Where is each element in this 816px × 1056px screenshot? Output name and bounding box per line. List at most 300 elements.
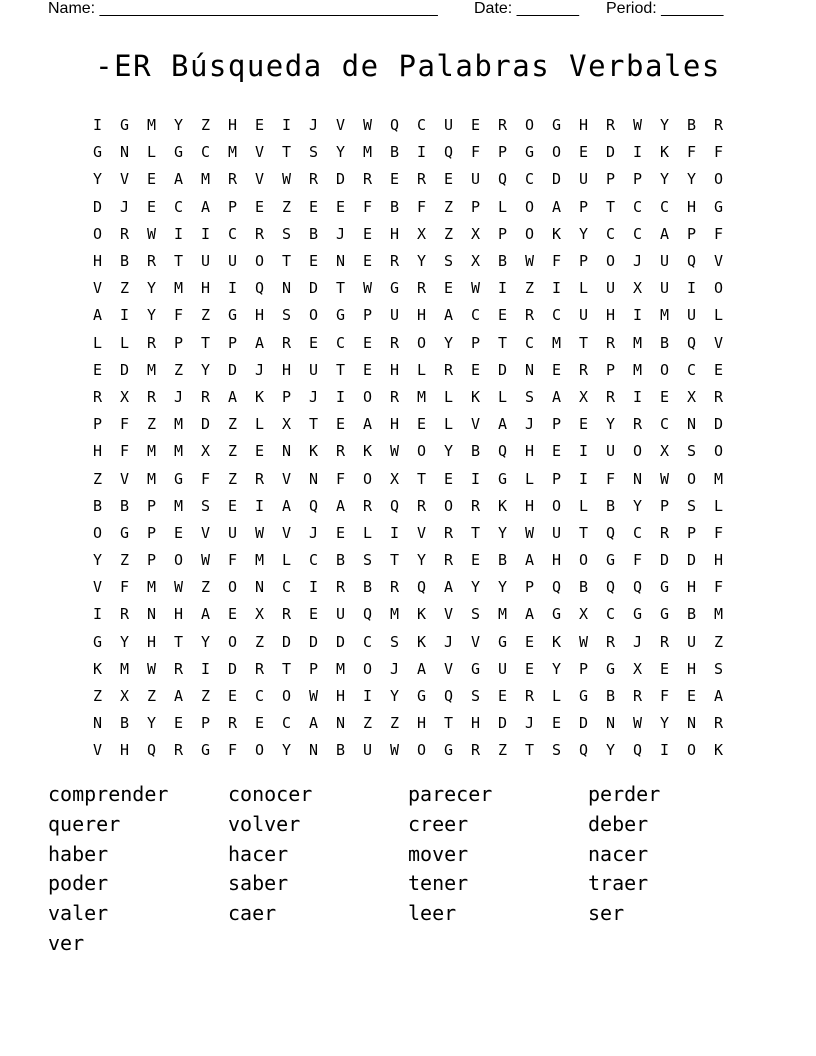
grid-letter: V	[470, 415, 481, 434]
grid-letter: Y	[632, 496, 643, 515]
grid-letter: H	[713, 551, 724, 570]
grid-letter: D	[713, 415, 724, 434]
grid-letter: K	[362, 442, 373, 461]
grid-letter: N	[335, 714, 346, 733]
grid-letter: C	[254, 687, 265, 706]
grid-letter: C	[551, 306, 562, 325]
grid-letter: K	[551, 632, 562, 651]
grid-letter: X	[119, 687, 130, 706]
date-field: Date: _______	[474, 0, 579, 17]
grid-letter: I	[281, 116, 292, 135]
grid-letter: Y	[686, 170, 697, 189]
grid-letter: H	[389, 415, 400, 434]
grid-letter: A	[443, 306, 454, 325]
grid-letter: V	[92, 578, 103, 597]
grid-letter: P	[146, 551, 157, 570]
grid-letter: Y	[200, 360, 211, 379]
grid-letter: P	[227, 197, 238, 216]
grid-letter: C	[200, 143, 211, 162]
grid-letter: V	[92, 279, 103, 298]
grid-letter: T	[281, 252, 292, 271]
grid-letter: U	[578, 170, 589, 189]
grid-letter: W	[146, 659, 157, 678]
grid-letter: C	[605, 605, 616, 624]
grid-letter: B	[362, 578, 373, 597]
grid-letter: B	[578, 578, 589, 597]
grid-letter: Y	[146, 279, 157, 298]
grid-letter: K	[551, 224, 562, 243]
grid-letter: R	[632, 415, 643, 434]
grid-letter: U	[227, 252, 238, 271]
grid-letter: I	[308, 578, 319, 597]
grid-letter: I	[416, 143, 427, 162]
grid-letter: O	[713, 442, 724, 461]
grid-letter: C	[173, 197, 184, 216]
grid-letter: N	[686, 415, 697, 434]
grid-letter: M	[119, 659, 130, 678]
grid-letter: Q	[254, 279, 265, 298]
grid-letter: M	[713, 469, 724, 488]
grid-letter: Y	[335, 143, 346, 162]
grid-letter: G	[605, 659, 616, 678]
grid-letter: J	[524, 714, 535, 733]
grid-letter: H	[578, 116, 589, 135]
grid-letter: G	[92, 143, 103, 162]
grid-letter: A	[659, 224, 670, 243]
grid-letter: L	[578, 279, 589, 298]
grid-letter: R	[389, 578, 400, 597]
grid-letter: H	[92, 442, 103, 461]
grid-letter: H	[173, 605, 184, 624]
grid-letter: X	[470, 224, 481, 243]
grid-letter: R	[416, 279, 427, 298]
grid-letter: H	[686, 197, 697, 216]
grid-letter: D	[686, 551, 697, 570]
grid-letter: T	[578, 333, 589, 352]
grid-letter: R	[632, 687, 643, 706]
grid-letter: O	[713, 279, 724, 298]
grid-letter: O	[524, 116, 535, 135]
grid-letter: R	[443, 360, 454, 379]
grid-letter: R	[146, 387, 157, 406]
word-bank-item: valer	[48, 901, 109, 926]
grid-letter: R	[254, 469, 265, 488]
grid-letter: S	[686, 496, 697, 515]
grid-letter: G	[200, 741, 211, 760]
grid-letter: M	[146, 578, 157, 597]
grid-letter: E	[227, 605, 238, 624]
grid-letter: R	[308, 170, 319, 189]
grid-letter: R	[713, 387, 724, 406]
grid-letter: C	[470, 306, 481, 325]
grid-letter: V	[713, 333, 724, 352]
word-bank-item: traer	[588, 871, 649, 896]
grid-letter: V	[416, 523, 427, 542]
grid-letter: N	[119, 143, 130, 162]
grid-letter: E	[362, 333, 373, 352]
grid-letter: T	[389, 551, 400, 570]
grid-letter: B	[497, 551, 508, 570]
grid-letter: J	[389, 659, 400, 678]
grid-letter: V	[281, 523, 292, 542]
grid-letter: O	[578, 551, 589, 570]
grid-letter: C	[632, 523, 643, 542]
grid-letter: V	[470, 632, 481, 651]
grid-letter: E	[335, 197, 346, 216]
grid-letter: M	[200, 170, 211, 189]
grid-letter: Z	[713, 632, 724, 651]
grid-letter: S	[443, 252, 454, 271]
grid-letter: F	[713, 523, 724, 542]
grid-letter: K	[713, 741, 724, 760]
grid-letter: B	[389, 197, 400, 216]
grid-letter: E	[686, 687, 697, 706]
grid-letter: T	[578, 523, 589, 542]
grid-letter: U	[686, 632, 697, 651]
grid-letter: M	[632, 360, 643, 379]
grid-letter: B	[659, 333, 670, 352]
grid-letter: R	[605, 632, 616, 651]
grid-letter: P	[632, 170, 643, 189]
grid-letter: A	[551, 387, 562, 406]
grid-letter: O	[551, 143, 562, 162]
grid-letter: Y	[605, 415, 616, 434]
grid-letter: A	[254, 333, 265, 352]
grid-letter: E	[551, 360, 562, 379]
grid-letter: E	[362, 252, 373, 271]
word-bank-item: hacer	[228, 841, 289, 866]
grid-letter: R	[227, 170, 238, 189]
grid-letter: R	[92, 387, 103, 406]
grid-letter: B	[605, 687, 616, 706]
grid-letter: Q	[686, 252, 697, 271]
grid-letter: W	[389, 442, 400, 461]
grid-letter: K	[416, 632, 427, 651]
grid-letter: F	[416, 197, 427, 216]
grid-letter: M	[335, 659, 346, 678]
grid-letter: W	[524, 252, 535, 271]
grid-letter: A	[281, 496, 292, 515]
grid-letter: D	[200, 415, 211, 434]
grid-letter: P	[659, 496, 670, 515]
grid-letter: A	[173, 687, 184, 706]
grid-letter: U	[308, 360, 319, 379]
grid-letter: C	[605, 224, 616, 243]
grid-letter: E	[470, 116, 481, 135]
grid-letter: J	[632, 632, 643, 651]
grid-letter: D	[308, 632, 319, 651]
grid-letter: Y	[92, 170, 103, 189]
grid-letter: L	[497, 197, 508, 216]
grid-letter: A	[416, 659, 427, 678]
grid-letter: E	[254, 116, 265, 135]
grid-letter: G	[173, 469, 184, 488]
grid-letter: E	[470, 551, 481, 570]
grid-letter: H	[200, 279, 211, 298]
grid-letter: P	[470, 333, 481, 352]
grid-letter: Z	[497, 741, 508, 760]
word-bank-item: volver	[228, 811, 301, 836]
grid-letter: G	[659, 578, 670, 597]
grid-letter: G	[551, 116, 562, 135]
grid-letter: U	[659, 252, 670, 271]
grid-letter: D	[578, 714, 589, 733]
grid-letter: H	[524, 442, 535, 461]
grid-letter: A	[362, 415, 373, 434]
grid-letter: R	[254, 659, 265, 678]
word-bank-item: nacer	[588, 841, 649, 866]
grid-letter: R	[470, 741, 481, 760]
grid-letter: M	[416, 387, 427, 406]
grid-letter: J	[524, 415, 535, 434]
grid-letter: F	[119, 578, 130, 597]
grid-letter: L	[416, 360, 427, 379]
grid-letter: G	[578, 687, 589, 706]
grid-letter: S	[551, 741, 562, 760]
grid-letter: J	[173, 387, 184, 406]
grid-letter: C	[416, 116, 427, 135]
grid-letter: R	[281, 333, 292, 352]
grid-letter: L	[443, 415, 454, 434]
grid-letter: M	[389, 605, 400, 624]
grid-letter: K	[497, 496, 508, 515]
grid-letter: F	[713, 143, 724, 162]
grid-letter: Z	[254, 632, 265, 651]
grid-letter: P	[308, 659, 319, 678]
grid-letter: L	[92, 333, 103, 352]
grid-letter: A	[200, 605, 211, 624]
grid-letter: O	[524, 197, 535, 216]
grid-letter: S	[281, 224, 292, 243]
grid-letter: T	[281, 143, 292, 162]
grid-letter: T	[335, 279, 346, 298]
grid-letter: R	[119, 224, 130, 243]
grid-letter: Z	[200, 687, 211, 706]
grid-letter: M	[254, 551, 265, 570]
grid-letter: E	[254, 714, 265, 733]
grid-letter: E	[308, 333, 319, 352]
grid-letter: P	[551, 415, 562, 434]
grid-letter: C	[686, 360, 697, 379]
grid-letter: D	[335, 170, 346, 189]
grid-letter: F	[632, 551, 643, 570]
grid-letter: O	[443, 496, 454, 515]
grid-letter: D	[119, 360, 130, 379]
word-bank-item: conocer	[228, 782, 313, 806]
grid-letter: R	[119, 605, 130, 624]
grid-letter: N	[335, 252, 346, 271]
grid-letter: E	[362, 224, 373, 243]
grid-letter: K	[308, 442, 319, 461]
grid-letter: L	[443, 387, 454, 406]
grid-letter: M	[173, 279, 184, 298]
grid-letter: B	[119, 496, 130, 515]
grid-letter: L	[578, 496, 589, 515]
grid-letter: M	[227, 143, 238, 162]
grid-letter: P	[92, 415, 103, 434]
grid-letter: W	[281, 170, 292, 189]
grid-letter: O	[308, 306, 319, 325]
grid-letter: I	[173, 224, 184, 243]
period-field: Period: _______	[606, 0, 724, 17]
grid-letter: J	[308, 523, 319, 542]
grid-letter: X	[281, 415, 292, 434]
grid-letter: I	[470, 469, 481, 488]
grid-letter: N	[308, 469, 319, 488]
grid-letter: E	[551, 714, 562, 733]
grid-letter: F	[227, 551, 238, 570]
grid-letter: R	[227, 714, 238, 733]
grid-letter: R	[605, 387, 616, 406]
grid-letter: E	[335, 415, 346, 434]
grid-letter: J	[308, 116, 319, 135]
grid-letter: Q	[686, 333, 697, 352]
grid-letter: Q	[632, 741, 643, 760]
grid-letter: Z	[227, 469, 238, 488]
grid-letter: W	[524, 523, 535, 542]
grid-letter: Z	[119, 551, 130, 570]
grid-letter: B	[335, 741, 346, 760]
grid-letter: T	[524, 741, 535, 760]
grid-letter: E	[416, 415, 427, 434]
grid-letter: H	[551, 551, 562, 570]
grid-letter: U	[362, 741, 373, 760]
grid-letter: U	[551, 523, 562, 542]
grid-letter: U	[227, 523, 238, 542]
word-bank-item: deber	[588, 811, 649, 836]
grid-letter: Z	[389, 714, 400, 733]
grid-letter: R	[335, 442, 346, 461]
grid-letter: S	[470, 605, 481, 624]
word-bank-item: ver	[48, 930, 85, 955]
grid-letter: E	[443, 469, 454, 488]
grid-letter: X	[470, 252, 481, 271]
grid-letter: Y	[470, 578, 481, 597]
grid-letter: U	[470, 170, 481, 189]
grid-letter: X	[200, 442, 211, 461]
grid-letter: I	[119, 306, 130, 325]
grid-letter: P	[605, 360, 616, 379]
grid-letter: V	[281, 469, 292, 488]
grid-letter: O	[92, 523, 103, 542]
grid-letter: C	[632, 224, 643, 243]
grid-letter: K	[254, 387, 265, 406]
grid-letter: V	[713, 252, 724, 271]
grid-letter: T	[281, 659, 292, 678]
grid-letter: R	[389, 387, 400, 406]
grid-letter: I	[227, 279, 238, 298]
grid-letter: S	[524, 387, 535, 406]
grid-letter: K	[416, 605, 427, 624]
grid-letter: Y	[497, 578, 508, 597]
grid-letter: G	[416, 687, 427, 706]
grid-letter: Z	[173, 360, 184, 379]
grid-letter: A	[551, 197, 562, 216]
grid-letter: S	[200, 496, 211, 515]
grid-letter: P	[551, 469, 562, 488]
grid-letter: Z	[200, 578, 211, 597]
grid-letter: N	[605, 714, 616, 733]
grid-letter: F	[713, 224, 724, 243]
grid-letter: W	[200, 551, 211, 570]
grid-letter: H	[605, 306, 616, 325]
grid-letter: W	[254, 523, 265, 542]
grid-letter: Y	[146, 714, 157, 733]
word-bank-item: poder	[48, 871, 109, 896]
grid-letter: H	[416, 714, 427, 733]
grid-letter: Y	[659, 170, 670, 189]
grid-letter: O	[362, 469, 373, 488]
grid-letter: O	[416, 442, 427, 461]
student-info-header	[48, 0, 768, 20]
grid-letter: O	[281, 687, 292, 706]
grid-letter: R	[605, 116, 616, 135]
grid-letter: F	[551, 252, 562, 271]
grid-letter: N	[92, 714, 103, 733]
grid-letter: O	[362, 659, 373, 678]
grid-letter: R	[362, 170, 373, 189]
grid-letter: V	[443, 659, 454, 678]
grid-letter: O	[524, 224, 535, 243]
grid-letter: O	[362, 387, 373, 406]
grid-letter: L	[362, 523, 373, 542]
grid-letter: E	[713, 360, 724, 379]
grid-letter: A	[443, 578, 454, 597]
grid-letter: U	[200, 252, 211, 271]
grid-letter: H	[227, 116, 238, 135]
grid-letter: B	[308, 224, 319, 243]
grid-letter: G	[632, 605, 643, 624]
grid-letter: B	[335, 551, 346, 570]
grid-letter: R	[335, 578, 346, 597]
grid-letter: V	[443, 605, 454, 624]
word-bank-item: leer	[408, 901, 457, 926]
grid-letter: Q	[578, 741, 589, 760]
grid-letter: R	[713, 116, 724, 135]
grid-letter: G	[119, 116, 130, 135]
grid-letter: E	[470, 360, 481, 379]
word-bank	[48, 780, 768, 959]
grid-letter: D	[281, 632, 292, 651]
grid-letter: H	[524, 496, 535, 515]
grid-letter: B	[686, 116, 697, 135]
grid-letter: G	[443, 741, 454, 760]
grid-letter: H	[92, 252, 103, 271]
grid-letter: E	[227, 687, 238, 706]
grid-letter: C	[659, 197, 670, 216]
grid-letter: C	[281, 714, 292, 733]
grid-letter: V	[200, 523, 211, 542]
grid-letter: D	[551, 170, 562, 189]
grid-letter: P	[362, 306, 373, 325]
grid-letter: B	[470, 442, 481, 461]
grid-letter: I	[659, 741, 670, 760]
word-bank-item: haber	[48, 841, 109, 866]
grid-letter: H	[281, 360, 292, 379]
grid-letter: N	[632, 469, 643, 488]
grid-letter: H	[335, 687, 346, 706]
grid-letter: M	[659, 306, 670, 325]
grid-letter: D	[605, 143, 616, 162]
grid-letter: R	[416, 170, 427, 189]
grid-letter: F	[362, 197, 373, 216]
grid-letter: P	[497, 224, 508, 243]
grid-letter: R	[524, 687, 535, 706]
grid-letter: F	[659, 687, 670, 706]
grid-letter: Z	[92, 687, 103, 706]
grid-letter: L	[713, 306, 724, 325]
grid-letter: O	[686, 741, 697, 760]
